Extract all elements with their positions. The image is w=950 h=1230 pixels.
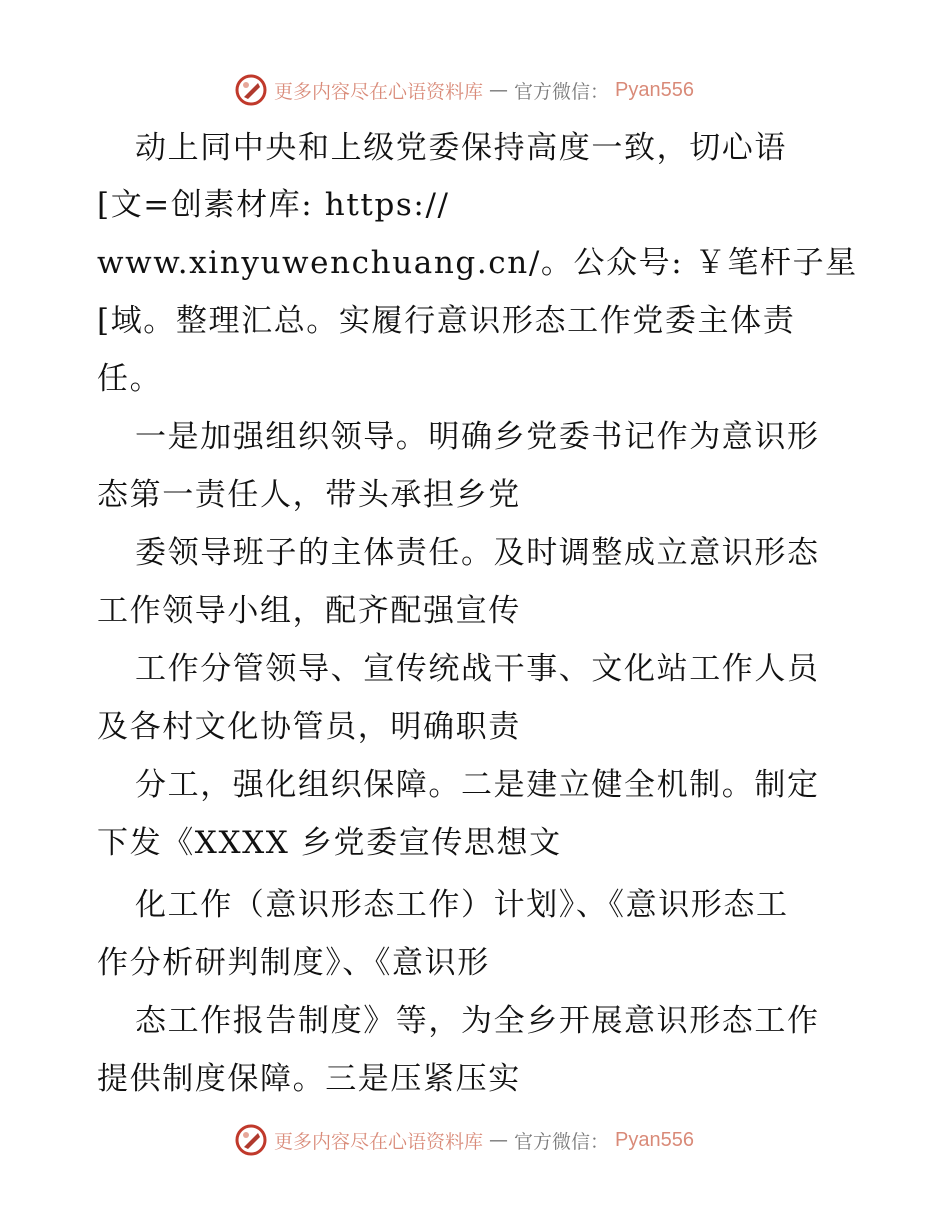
text-line: 及各村文化协管员，明确职责 (97, 709, 521, 745)
text-line: 工作分管领导、宣传统战干事、文化站工作人员 (135, 651, 820, 687)
watermark-wechat-id: Pyan556 (615, 1128, 694, 1151)
watermark-brand: 更多内容尽在心语资料库 (274, 80, 484, 103)
watermark-brand: 更多内容尽在心语资料库 (274, 1130, 484, 1153)
watermark-wechat-label: 官方微信： (514, 80, 610, 103)
text-line: 作分析研判制度》、《意识形 (97, 945, 490, 981)
text-line: 下发《XXXX 乡党委宣传思想文 (97, 825, 562, 861)
text-line: 化工作（意识形态工作）计划》、《意识形态工 (135, 887, 789, 923)
text-line: 任。 (97, 361, 163, 397)
text-line: 态第一责任人，带头承担乡党 (97, 477, 521, 513)
text-line: 工作领导小组，配齐配强宣传 (97, 593, 521, 629)
text-line: 态工作报告制度》等，为全乡开展意识形态工作 (135, 1003, 820, 1039)
watermark-wechat-label: 官方微信： (514, 1130, 610, 1153)
text-line: 动上同中央和上级党委保持高度一致，切心语 (135, 130, 787, 166)
text-line: 分工，强化组织保障。二是建立健全机制。制定 (135, 767, 820, 803)
footer-watermark (234, 1122, 694, 1158)
text-line: 委领导班子的主体责任。及时调整成立意识形态 (135, 535, 820, 571)
header-watermark (234, 72, 694, 108)
pen-logo-icon (234, 73, 268, 107)
watermark-separator: — (489, 1129, 509, 1151)
text-line: 一是加强组织领导。明确乡党委书记作为意识形 (135, 419, 820, 455)
pen-logo-icon (234, 1123, 268, 1157)
text-line: [文=创素材库: https:// (97, 187, 450, 223)
text-line: www.xinyuwenchuang.cn/。公众号: ￥笔杆子星 (97, 245, 858, 281)
watermark-wechat-id: Pyan556 (615, 78, 694, 101)
text-line: [域。整理汇总。实履行意识形态工作党委主体责 (97, 303, 796, 339)
watermark-separator: — (489, 79, 509, 101)
text-line: 提供制度保障。三是压紧压实 (97, 1061, 521, 1097)
